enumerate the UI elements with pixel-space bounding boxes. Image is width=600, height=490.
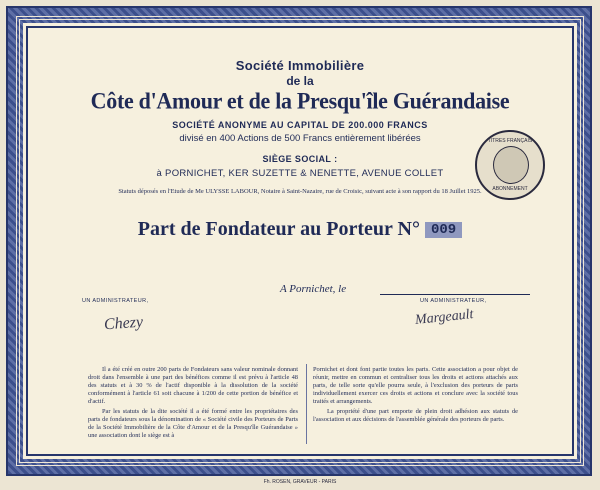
- body-right-para-1: Pornichet et dont font partie toutes les parts. Cette association a pour objet de réunir, mettre en commun et centraliser tous les droits et actions attachés aux parts, de telle sorte qu'elle pourra seule, à l'exclusion des porteurs de parts individuellement exercer ces droits et actions et conclure avec la société tous traités et arrangements.: [313, 366, 518, 405]
- signature-right: Margeault: [414, 306, 475, 329]
- shares-line: divisé en 400 Actions de 500 Francs entièrement libérées: [179, 133, 421, 144]
- company-name-main: Côte d'Amour et de la Presqu'île Guérandaise: [90, 87, 510, 114]
- admin-left-label: UN ADMINISTRATEUR,: [82, 298, 149, 304]
- admin-right-label: UN ADMINISTRATEUR,: [420, 298, 487, 304]
- stamp-bottom-text: ABONNEMENT: [492, 186, 528, 192]
- engraver-credit: Fh. ROSEN, GRAVEUR - PARIS: [263, 479, 337, 485]
- part-title: [30, 218, 570, 241]
- company-name-line1: Société Immobilière: [235, 58, 365, 73]
- stamp-portrait-icon: [493, 146, 529, 184]
- body-left-column: [88, 366, 298, 442]
- stamp-top-text: TITRES FRANÇAIS: [487, 138, 533, 144]
- part-number: 009: [425, 222, 462, 238]
- company-name-line2: de la: [286, 74, 314, 88]
- statuts-line: Statuts déposés en l'Etude de Me ULYSSE LABOUR, Notaire à Saint-Nazaire, rue de Croisic, suivant acte à son rapport du 18 Juillet 1925.: [118, 188, 482, 195]
- capital-line: SOCIÉTÉ ANONYME AU CAPITAL DE 200.000 FRANCS: [172, 120, 428, 130]
- part-title-text: Part de Fondateur au Porteur N°: [137, 218, 420, 240]
- body-right-para-2: La propriété d'une part emporte de plein droit adhésion aux statuts de l'association et aux décisions de l'assemblée générale des porteurs de parts.: [313, 408, 518, 423]
- column-divider: [306, 364, 307, 444]
- body-right-column: [313, 366, 518, 426]
- siege-label: SIÈGE SOCIAL :: [262, 154, 338, 164]
- date-line: [380, 294, 530, 295]
- siege-address: à PORNICHET, KER SUZETTE & NENETTE, AVENUE COLLET: [156, 168, 444, 179]
- tax-stamp: [475, 130, 545, 200]
- place-date: A Pornichet, le: [280, 283, 347, 295]
- body-left-para-1: Il a été créé en outre 200 parts de Fondateurs sans valeur nominale donnant droit dans l'ensemble à une part des bénéfices comme il est prévu à l'article 48 des statuts et à 30 % de l'actif disponible à la dissolution de la société conformément à l'article 61 soit chacune à 1/200 de cette portion de bénéfice et d'actif.: [88, 366, 298, 405]
- signature-left: Chezy: [103, 313, 144, 334]
- certificate-content: [30, 30, 570, 454]
- body-left-para-2: Par les statuts de la dite société il a été formé entre les propriétaires des parts de fondateurs sous la dénomination de « Société civile des Porteurs de Parts de la Société Immobilière de la Côte d'Amour et de la Presqu'île Guérandaise » une association dont le siège est à: [88, 408, 298, 439]
